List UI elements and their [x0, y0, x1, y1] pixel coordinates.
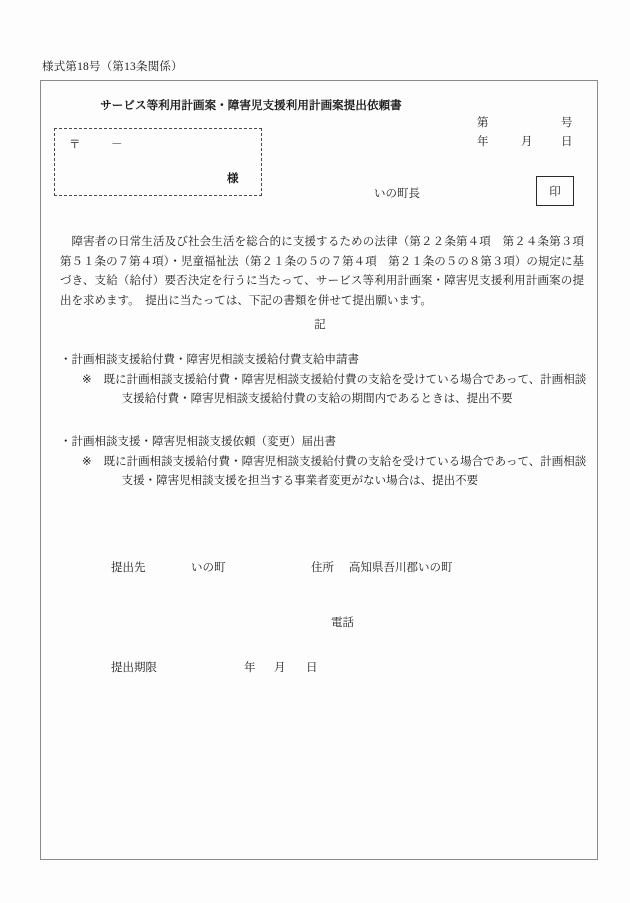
note-line-2: 支援・障害児相談支援を担当する事業者変更がない場合は、提出不要 — [121, 475, 479, 487]
document-number-gou-label: 号 — [561, 117, 573, 129]
note-mark-icon: ※ — [82, 374, 92, 386]
note-line-1: 既に計画相談支援給付費・障害児相談支援給付費の支給を受けている場合であって、計画相談 — [103, 456, 587, 468]
seal-label: 印 — [549, 186, 561, 198]
note-line-2: 支援給付費・障害児相談支援給付費の支給の期間内であるときは、提出不要 — [121, 393, 513, 405]
document-date-month-label: 月 — [521, 136, 533, 148]
seal-box — [536, 176, 574, 206]
document-title: サービス等利用計画案・障害児支援利用計画案提出依頼書 — [100, 100, 402, 112]
addressee-honorific: 様 — [227, 173, 239, 185]
telephone-label: 電話 — [331, 617, 354, 629]
body-paragraph: 障害者の日常生活及び社会生活を総合的に支援するための法律（第２２条第４項 第２４条第３項 第５１条の７第４項）・児童福祉法（第２１条の５の７第４項 第２１条の５の８第３項）の規定に基づき、支給（給付）要否決定を行うに当たって、サービス等利用計画案・障害児支援利用計画案の提出を求めます。 提出に当たっては、下記の書類を併せて提出願います。 — [60, 236, 596, 307]
postal-code-separator: － — [111, 139, 123, 151]
list-item-title: ・計画相談支援給付費・障害児相談支援給付費支給申請書 — [60, 354, 359, 366]
ki-marker: 記 — [314, 319, 326, 331]
note-text — [104, 371, 590, 409]
document-frame — [40, 80, 598, 860]
note-mark-icon: ※ — [82, 456, 92, 468]
due-date-month-label: 月 — [274, 662, 286, 674]
postal-code-mark-icon: 〒 — [69, 139, 81, 151]
list-item-title: ・計画相談支援・障害児相談支援依頼（変更）届出書 — [60, 436, 336, 448]
due-date-year-label: 年 — [244, 662, 256, 674]
list-item-note — [60, 453, 590, 491]
list-item-note — [60, 371, 590, 409]
due-date-day-label: 日 — [306, 662, 318, 674]
note-line-1: 既に計画相談支援給付費・障害児相談支援給付費の支給を受けている場合であって、計画相談 — [103, 374, 587, 386]
document-date-day-label: 日 — [561, 136, 573, 148]
document-date-year-label: 年 — [477, 136, 489, 148]
due-date-label: 提出期限 — [111, 662, 157, 674]
address-value: 高知県吾川郡いの町 — [349, 562, 453, 574]
address-label: 住所 — [311, 562, 334, 574]
addressee-box — [54, 128, 262, 196]
list-item — [60, 433, 590, 491]
destination-value: いの町 — [191, 562, 226, 574]
list-item — [60, 351, 590, 409]
destination-label: 提出先 — [111, 562, 146, 574]
form-number: 様式第18号（第13条関係） — [42, 61, 183, 73]
note-text — [104, 453, 590, 491]
issuer-name: いの町長 — [374, 188, 420, 200]
document-number-dai-label: 第 — [477, 117, 489, 129]
